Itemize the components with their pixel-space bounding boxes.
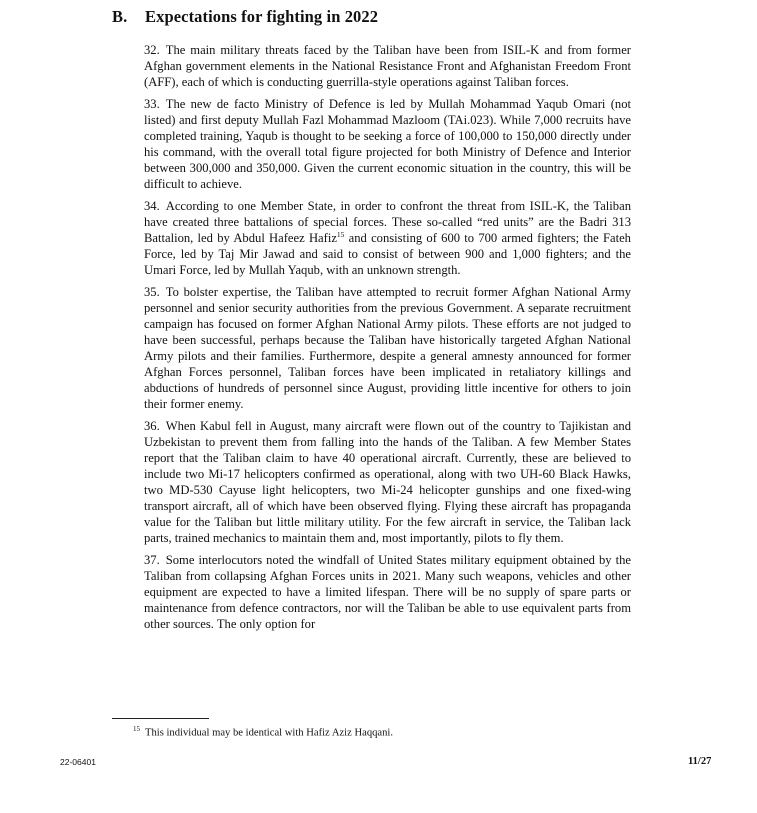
paragraph-text: To bolster expertise, the Taliban have attempted to recruit former Afghan National Army personnel and senior security authorities from the previous Government. A separate recruitment campaign has focused on former Afghan National Army pilots. These efforts are not judged to have been successful, perhaps because the Taliban have historically targeted Afghan National Army pilots and their families. Furthermore, despite a general amnesty announced for former Afghan Forces personnel, Taliban forces have been implicated in retaliatory killings and abductions of hundreds of personnel since August, providing little incentive for others to join their former enemy. <box>144 285 631 411</box>
paragraph-number: 32. <box>144 43 160 57</box>
paragraph-text: When Kabul fell in August, many aircraft were flown out of the country to Tajikistan and Uzbekistan to prevent them from falling into the hands of the Taliban. A few Member States report that the Taliban claim to have 40 operational aircraft. Currently, these are believed to include two Mi-17 helicopters confirmed as operational, along with two UH-60 Black Hawks, two MD-530 Cayuse light helicopters, two Mi-24 helicopter gunships and one fixed-wing transport aircraft, all of which have been observed flying. Flying these aircraft has propaganda value for the Taliban but little military utility. For the few aircraft in service, the Taliban lack parts, trained mechanics to maintain them and, most importantly, pilots to fly them. <box>144 419 631 545</box>
paragraph-number: 36. <box>144 419 160 433</box>
paragraph-37 <box>144 552 631 632</box>
paragraph-35 <box>144 284 631 412</box>
paragraph-number: 34. <box>144 199 160 213</box>
paragraph-text: According to one Member State, in order to confront the threat from ISIL-K, the Taliban have created three battalions of special forces. These so-called “red units” are the Badri 313 Battalion, led by Abdul Hafeez Hafiz <box>144 199 631 245</box>
body-text <box>144 42 631 638</box>
paragraph-33 <box>144 96 631 192</box>
paragraph-text: The main military threats faced by the Taliban have been from ISIL-K and from former Afghan government elements in the National Resistance Front and Afghanistan Freedom Front (AFF), each of which is conducting guerrilla-style operations against Taliban forces. <box>144 43 631 89</box>
footnote-divider <box>112 718 209 719</box>
footnote-ref[interactable]: 15 <box>336 229 345 239</box>
paragraph-36 <box>144 418 631 546</box>
paragraph-text-cont: and consisting of 600 to 700 armed fighters; the Fateh Force, led by Taj Mir Jawad and said to consist of between 900 and 1,000 fighters; and the Umari Force, led by Mullah Yaqub, with an unknown strength. <box>144 231 631 277</box>
paragraph-34 <box>144 198 631 278</box>
footnote-number: 15 <box>133 725 140 733</box>
page-number: 11/27 <box>688 756 712 767</box>
section-title: Expectations for fighting in 2022 <box>145 7 379 26</box>
paragraph-32 <box>144 42 631 90</box>
paragraph-text: The new de facto Ministry of Defence is led by Mullah Mohammad Yaqub Omari (not listed) and first deputy Mullah Fazl Mohammad Mazloom (TAi.023). While 7,000 recruits have completed training, Yaqub is thought to be seeking a force of 100,000 to 150,000 directly under his command, with the overall total figure projected for both Ministry of Defence and Interior between 300,000 and 350,000. Given the current economic situation in the country, this will be difficult to achieve. <box>144 97 631 191</box>
section-letter: B. <box>112 7 128 26</box>
paragraph-number: 37. <box>144 553 160 567</box>
footnote-text: This individual may be identical with Hafiz Aziz Haqqani. <box>145 727 394 739</box>
document-code: 22-06401 <box>60 757 96 767</box>
paragraph-number: 35. <box>144 285 160 299</box>
paragraph-number: 33. <box>144 97 160 111</box>
section-heading <box>112 7 378 27</box>
paragraph-text: Some interlocutors noted the windfall of United States military equipment obtained by the Taliban from collapsing Afghan Forces units in 2021. Many such weapons, vehicles and other equipment are expected to have a limited lifespan. There will be no supply of spare parts or maintenance from defence contractors, nor will the Taliban be able to use equivalent parts from other sources. The only option for <box>144 553 631 631</box>
footnote <box>133 725 393 739</box>
